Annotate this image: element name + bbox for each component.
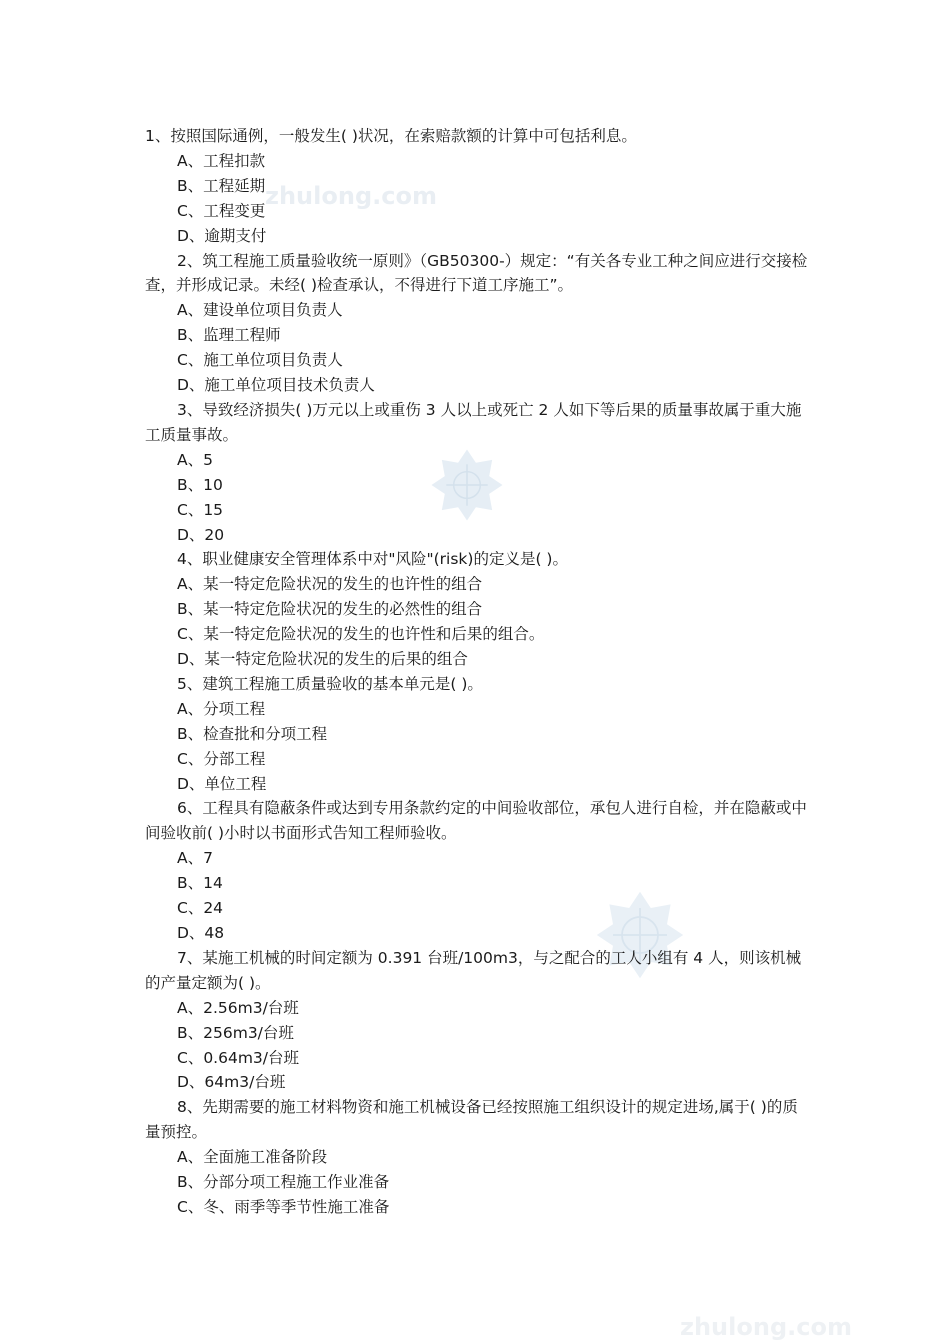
option-a: A、某一特定危险状况的发生的也许性的组合 bbox=[177, 575, 483, 594]
option-b: B、分部分项工程施工作业准备 bbox=[177, 1173, 390, 1192]
option-a: A、建设单位项目负责人 bbox=[177, 301, 343, 320]
question-stem: 8、先期需要的施工材料物资和施工机械设备已经按照施工组织设计的规定进场,属于( )的质量预控。 bbox=[145, 1098, 798, 1142]
option-a: A、工程扣款 bbox=[177, 151, 266, 170]
option-b: B、检查批和分项工程 bbox=[177, 724, 328, 743]
option-d: D、某一特定危险状况的发生的后果的组合 bbox=[177, 650, 468, 669]
option-d: D、64m3/台班 bbox=[177, 1073, 286, 1092]
question-6 bbox=[145, 796, 810, 945]
option-b: B、某一特定危险状况的发生的必然性的组合 bbox=[177, 600, 483, 619]
option-d: D、逾期支付 bbox=[177, 226, 267, 245]
question-7 bbox=[145, 946, 810, 1095]
option-a: A、7 bbox=[177, 849, 213, 868]
option-c: C、施工单位项目负责人 bbox=[177, 351, 343, 370]
watermark-text-bottom: zhulong.com bbox=[680, 1313, 852, 1341]
question-stem: 3、导致经济损失( )万元以上或重伤 3 人以上或死亡 2 人如下等后果的质量事故属于重大施工质量事故。 bbox=[145, 400, 802, 444]
question-stem: 7、某施工机械的时间定额为 0.391 台班/100m3，与之配合的工人小组有 4 人，则该机械的产量定额为( )。 bbox=[145, 948, 802, 992]
option-c: C、0.64m3/台班 bbox=[177, 1048, 300, 1067]
option-c: C、工程变更 bbox=[177, 201, 266, 220]
option-a: A、分项工程 bbox=[177, 699, 266, 718]
option-a: A、全面施工准备阶段 bbox=[177, 1148, 328, 1167]
option-c: C、冬、雨季等季节性施工准备 bbox=[177, 1197, 390, 1216]
question-list bbox=[145, 124, 810, 1220]
option-c: C、某一特定危险状况的发生的也许性和后果的组合。 bbox=[177, 625, 545, 644]
question-stem: 6、工程具有隐蔽条件或达到专用条款约定的中间验收部位，承包人进行自检，并在隐蔽或中间验收前( )小时以书面形式告知工程师验收。 bbox=[145, 799, 807, 843]
question-3 bbox=[145, 398, 810, 547]
option-a: A、5 bbox=[177, 450, 213, 469]
option-c: C、24 bbox=[177, 899, 224, 918]
question-stem: 5、建筑工程施工质量验收的基本单元是( )。 bbox=[177, 674, 483, 693]
option-b: B、工程延期 bbox=[177, 176, 266, 195]
option-a: A、2.56m3/台班 bbox=[177, 998, 299, 1017]
option-c: C、分部工程 bbox=[177, 749, 266, 768]
option-d: D、20 bbox=[177, 525, 225, 544]
question-5 bbox=[145, 672, 810, 797]
watermark-text-top: zhulong.com bbox=[265, 182, 437, 210]
question-4 bbox=[145, 547, 810, 672]
option-c: C、15 bbox=[177, 500, 224, 519]
option-b: B、256m3/台班 bbox=[177, 1023, 294, 1042]
option-b: B、14 bbox=[177, 874, 223, 893]
option-b: B、监理工程师 bbox=[177, 326, 281, 345]
question-1 bbox=[145, 124, 810, 249]
question-8 bbox=[145, 1095, 810, 1220]
question-stem: 2、筑工程施工质量验收统一原则》（GB50300-）规定：“有关各专业工种之间应进行交接检查，并形成记录。未经( )检查承认，不得进行下道工序施工”。 bbox=[145, 251, 808, 295]
question-2 bbox=[145, 249, 810, 398]
option-d: D、施工单位项目技术负责人 bbox=[177, 376, 375, 395]
option-d: D、单位工程 bbox=[177, 774, 267, 793]
question-stem: 1、按照国际通例，一般发生( )状况，在索赔款额的计算中可包括利息。 bbox=[145, 127, 637, 145]
question-stem: 4、职业健康安全管理体系中对"风险"(risk)的定义是( )。 bbox=[177, 550, 568, 569]
option-b: B、10 bbox=[177, 475, 223, 494]
option-d: D、48 bbox=[177, 924, 225, 942]
